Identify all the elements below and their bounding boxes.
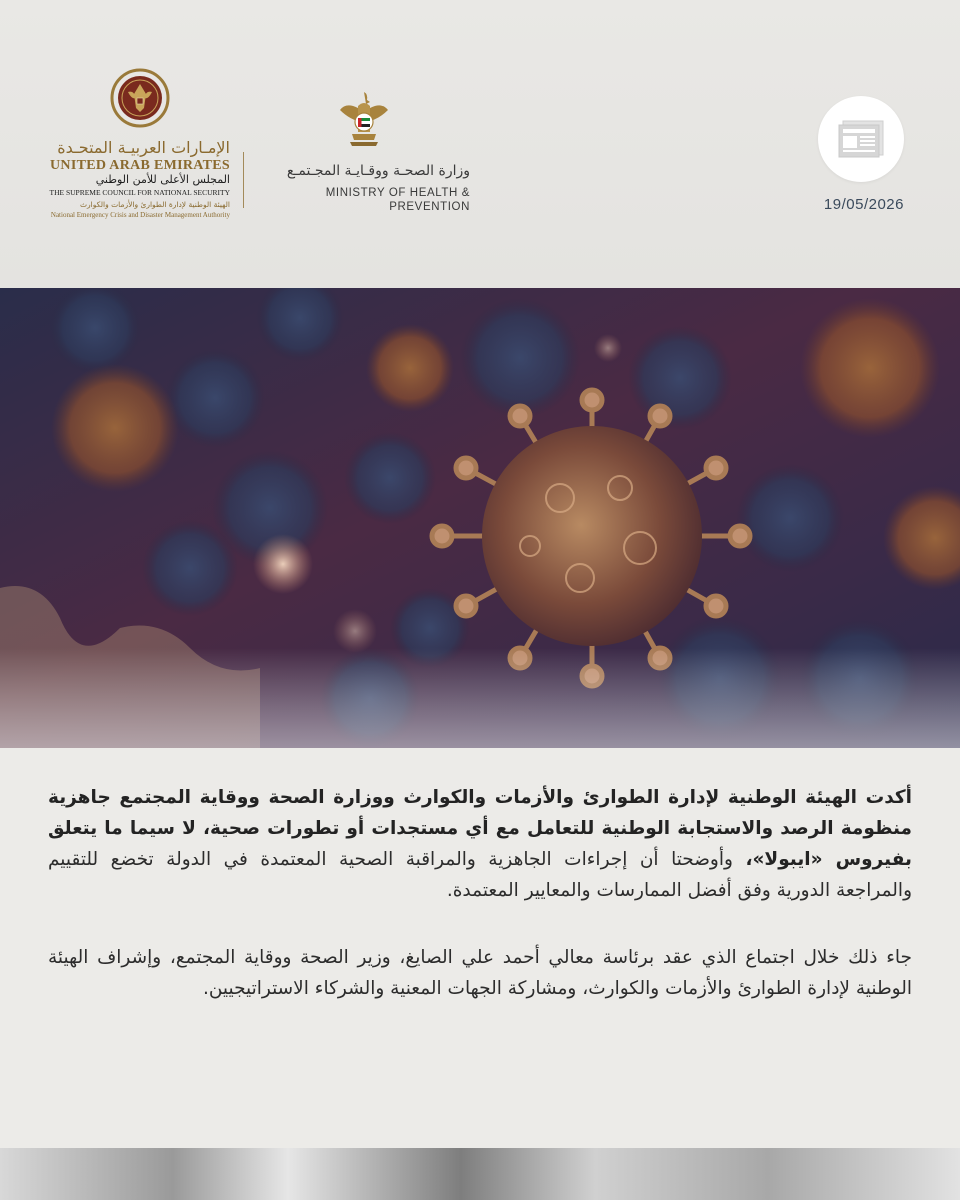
council-english-name: THE SUPREME COUNCIL FOR NATIONAL SECURITY	[49, 188, 230, 197]
uae-eagle-emblem-icon	[336, 88, 392, 152]
logo-divider	[243, 152, 244, 208]
uae-arabic-name: الإمـارات العربيـة المتحـدة	[57, 138, 230, 157]
moh-logo	[248, 88, 478, 218]
bottom-photo-strip	[0, 1148, 960, 1200]
virus-particles-illustration	[0, 288, 960, 748]
hero-image	[0, 288, 960, 748]
news-badge	[818, 96, 904, 182]
ncema-logo	[40, 68, 240, 228]
authority-english-name: National Emergency Crisis and Disaster Management Authority	[50, 211, 230, 219]
supreme-council-seal-icon	[110, 68, 170, 134]
ministry-arabic-name: وزارة الصحـة ووقـايـة المجـتمـع	[286, 163, 470, 179]
publish-date: 19/05/2026	[823, 196, 904, 213]
article-paragraph-2: جاء ذلك خلال اجتماع الذي عقد برئاسة معالي أحمد علي الصايغ، وزير الصحة ووقاية المجتمع، وإشراف الهيئة الوطنية لإدارة الطوارئ والأزمات والكوارث، ومشاركة الجهات المعنية والشركاء الاستراتيجيين.	[48, 947, 912, 999]
uae-english-name: UNITED ARAB EMIRATES	[50, 158, 230, 173]
authority-arabic-name: الهيئة الوطنية لإدارة الطوارئ والأزمات والكوارث	[79, 200, 230, 209]
article-paragraph-1-rest: وأوضحتا أن إجراءات الجاهزية والمراقبة الصحية المعتمدة في الدولة تخضع للتقييم والمراجعة الدورية وفق أفضل الممارسات والمعايير المعتمدة.	[48, 849, 912, 901]
ministry-english-name: MINISTRY OF HEALTH & PREVENTION	[325, 187, 470, 213]
article-paragraph-1-lead: أكدت الهيئة الوطنية لإدارة الطوارئ والأزمات والكوارث ووزارة الصحة ووقاية المجتمع جاهزية منظومة الرصد والاستجابة الوطنية للتعامل مع أي مستجدات أو تطورات صحية، لا سيما ما يتعلق بفيروس «ايبولا»،	[48, 787, 912, 870]
header	[0, 0, 960, 288]
article-body	[48, 782, 912, 1004]
council-arabic-name: المجلس الأعلى للأمن الوطني	[95, 173, 230, 186]
article-paragraph-1	[48, 782, 912, 906]
newspaper-icon	[837, 119, 885, 159]
